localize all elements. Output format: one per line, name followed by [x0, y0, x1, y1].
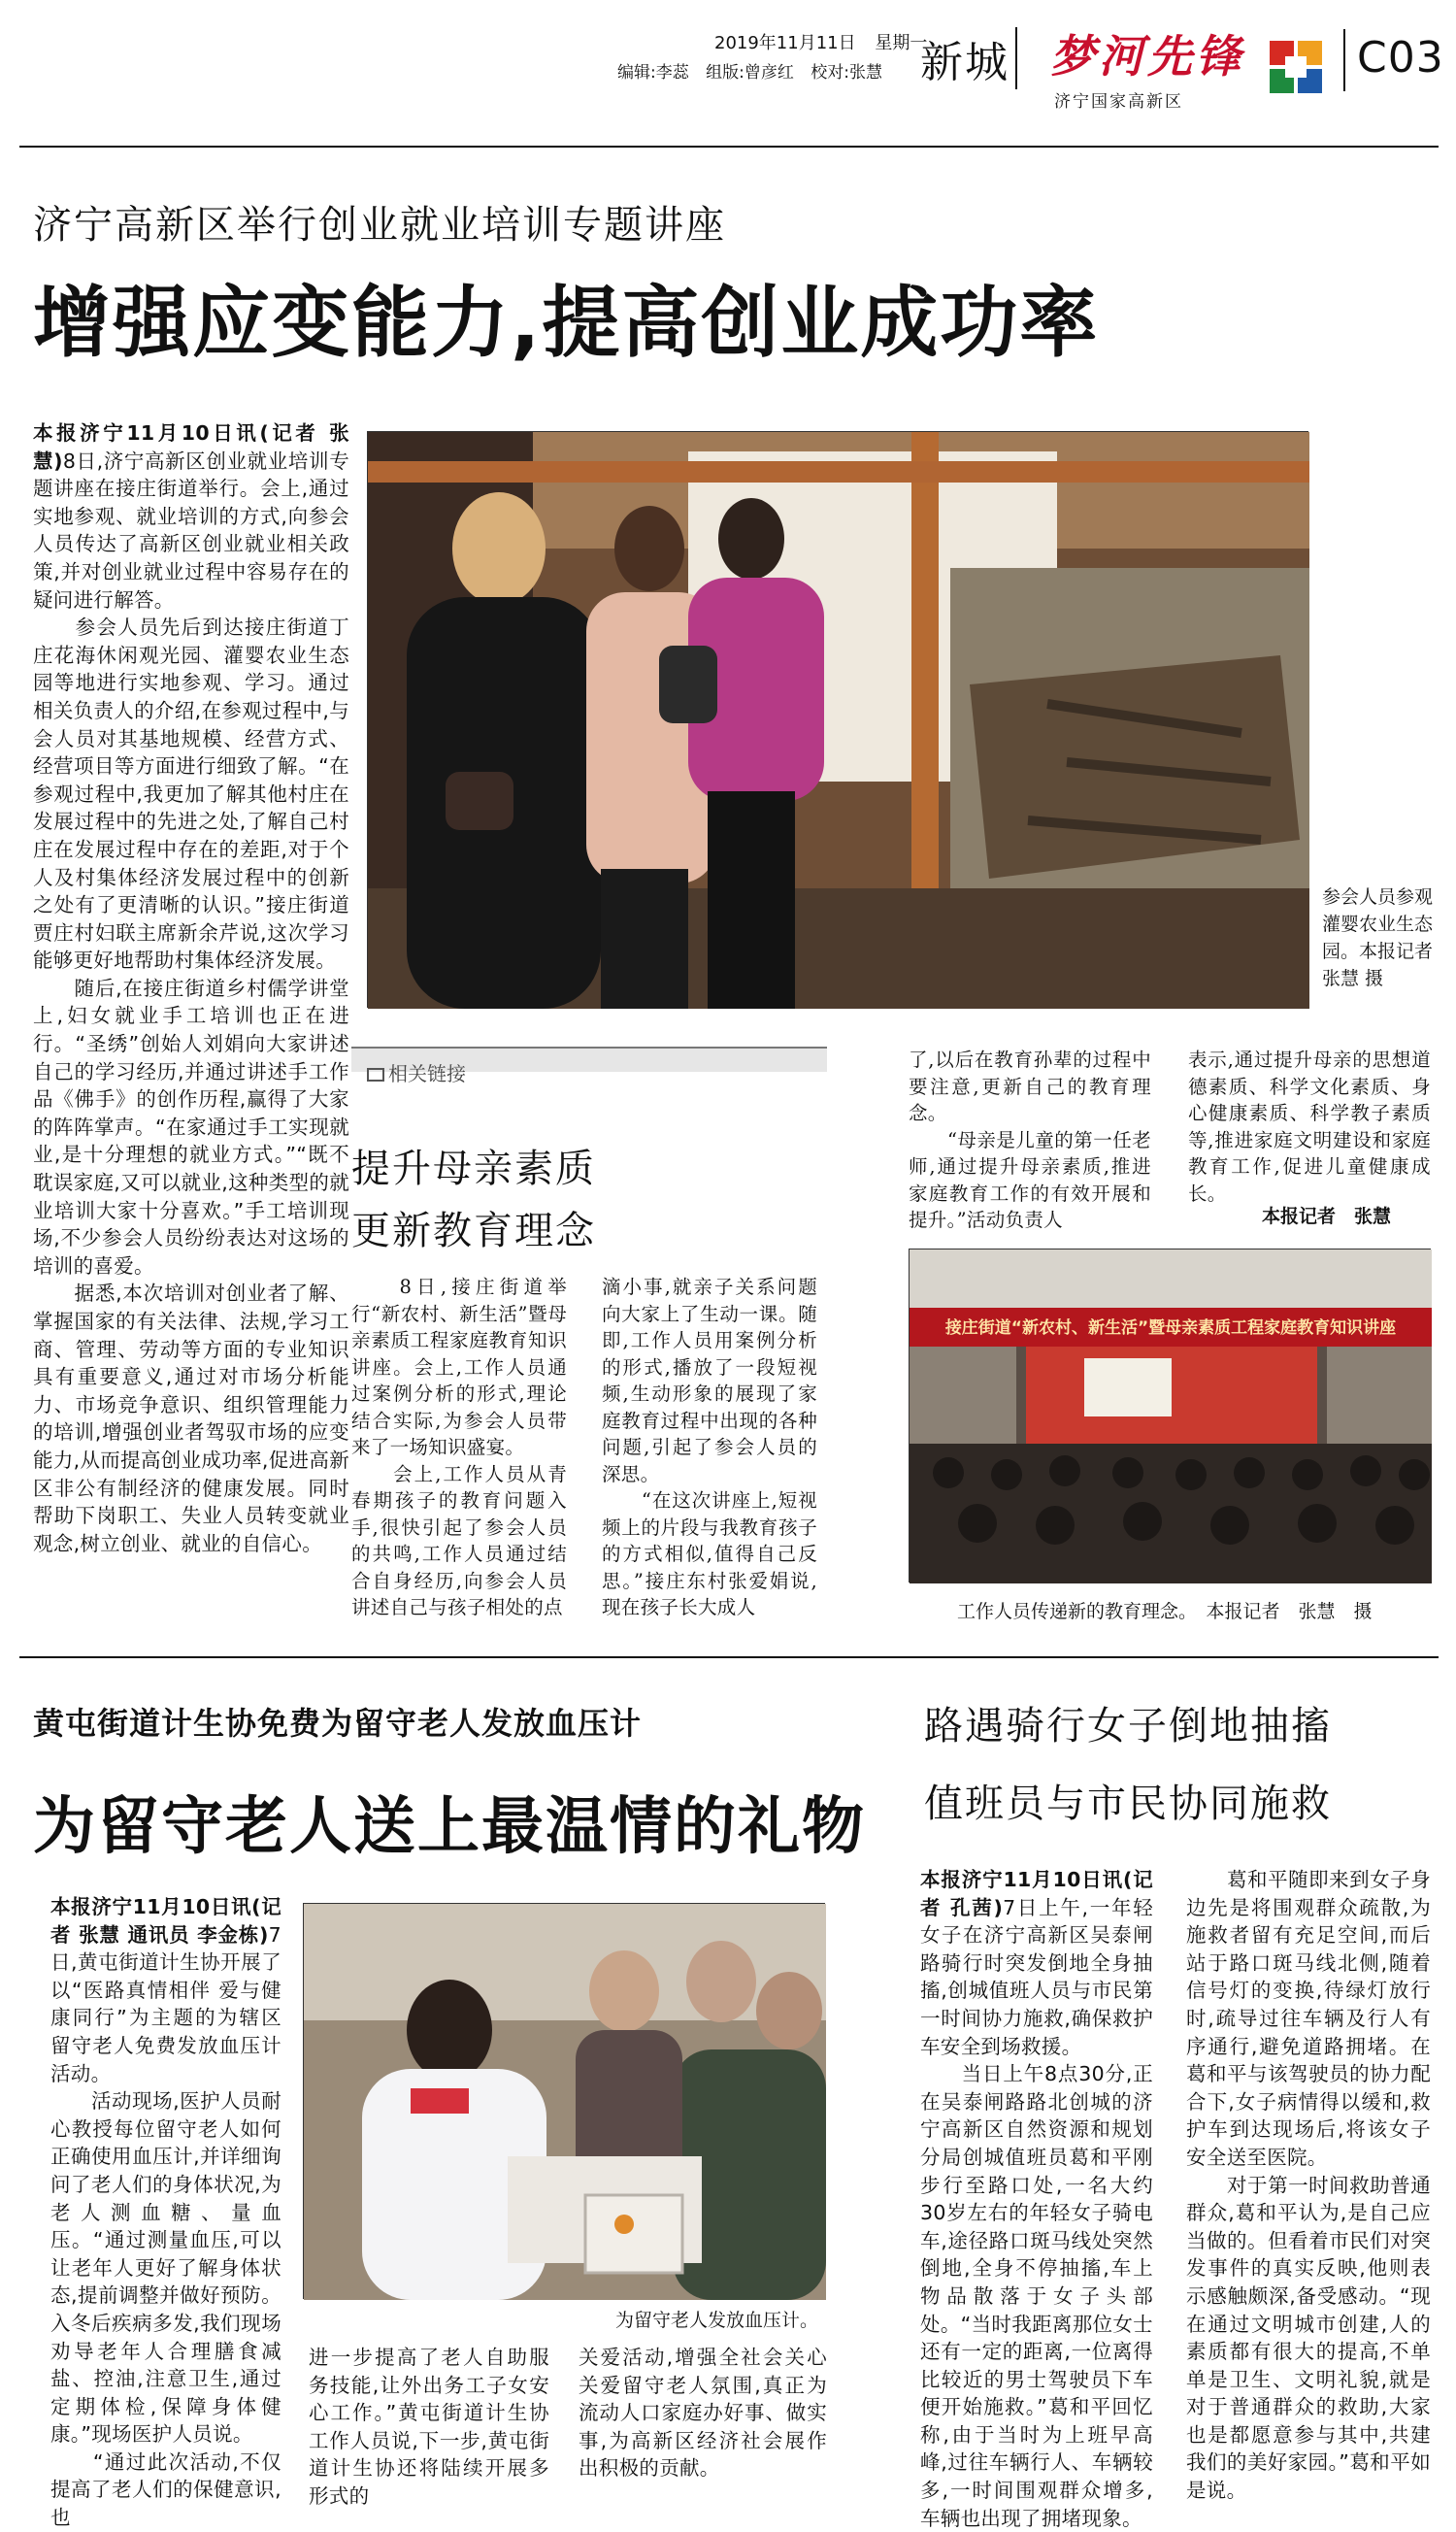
article3-dateline: 本报济宁11月10日讯(记者 孔茜) — [920, 1868, 1153, 1919]
brand-logo-icon — [1268, 39, 1324, 95]
paper-subtitle: 济宁国家高新区 — [1054, 92, 1183, 112]
article3-text-1: 7日上午,一年轻女子在济宁高新区吴泰闸路骑行时突发倒地全身抽搐,创城值班人员与市民第一时间协力施救,确保救护车安全到场救援。 当日上午8点30分,正在吴泰闸路路北创城的济宁高新区自然资源和规划分局创城值班员葛和平刚步行至路口处,一名大约30岁左右的年轻女子骑电车,途径路口斑马线处突然倒地,全身不停抽搐,车上物品散落于女子头部处。“当时我距离那位女士还有一定的距离,一位离得比较近的男士驾驶员下车便开始施救。”葛和平回忆称,由于当时为上班早高峰,过往车辆行人、车辆较多,一时间围观群众增多,车辆也出现了拥堵现象。 — [920, 1895, 1153, 2530]
related-link-icon — [367, 1068, 384, 1082]
article1-text: 8日,济宁高新区创业就业培训专题讲座在接庄街道举行。会上,通过实地参观、就业培训的方式,向参会人员传达了高新区创业就业相关政策,并对创业就业过程中容易存在的疑问进行解答。 参会人员先后到达接庄街道丁庄花海休闲观光园、灌婴农业生态园等地进行实地参观、学习。通过相关负责人的介绍,在参观过程中,与会人员对其基地规模、经营方式、经营项目等方面进行细致了解。“在参观过程中,我更加了解其他村庄在发展过程中的先进之处,了解自己村庄在发展过程中存在的差距,对于个人及村集体经济发展过程中的创新之处有了更清晰的认识。”接庄街道贾庄村妇联主席新余芹说,这次学习能够更好地帮助村集体经济发展。 随后,在接庄街道乡村儒学讲堂上,妇女就业手工培训也正在进行。“圣绣”创始人刘娟向大家讲述自己的学习经历,并通过讲述手工作品《佛手》的创作历程,赢得了大家的阵阵掌声。“在家通过手工实现就业,是十分理想的就业方式。”“既不耽误家庭,又可以就业,这种类型的就业培训大家十分喜欢。”手工培训现场,不少参会人员纷纷表达对这场的培训的喜爱。 据悉,本次培训对创业者了解、掌握国家的有关法律、法规,学习工商、管理、劳动等方面的专业知识具有重要意义,通过对市场分析能力、市场竞争意识、组织管理能力的培训,增强创业者驾驭市场的应变能力,从而提高创业成功率,促进高新区非公有制经济的健康发展。同时帮助下岗职工、失业人员转变就业观念,树立创业、就业的自信心。 — [33, 449, 349, 1555]
page-divider — [1343, 29, 1345, 91]
article2-text-1: 7日,黄屯街道计生协开展了以“医路真情相伴 爱与健康同行”为主题的为辖区留守老人免费发放血压计活动。 活动现场,医护人员耐心教授每位留守老人如何正确使用血压计,并详细询问了老人们的身体状况,为老人测血糖、量血压。“通过测量血压,可以让老年人更好了解身体状态,提前调整并做好预防。入冬后疾病多发,我们现场劝导老年人合理膳食减盐、控油,注意卫生,通过定期体检,保障身体健康。”现场医护人员说。 “通过此次活动,不仅提高了老人们的保健意识,也 — [50, 1922, 281, 2530]
related-photo-caption: 工作人员传递新的教育理念。 本报记者 张慧 摄 — [957, 1601, 1373, 1622]
article2-kicker: 黄屯街道计生协免费为留守老人发放血压计 — [33, 1705, 643, 1742]
lecture-hall-photo — [910, 1249, 1432, 1583]
article1-headline: 增强应变能力,提高创业成功率 — [33, 278, 1100, 368]
lecture-banner-text: 接庄街道“新农村、新生活”暨母亲素质工程家庭教育知识讲座 — [944, 1318, 1397, 1338]
related-column-1: 8日,接庄街道举行“新农村、新生活”暨母亲素质工程家庭教育知识讲座。会上,工作人员通过案例分析的形式,理论结合实际,为参会人员带来了一场知识盛宴。 会上,工作人员从青春期孩子的教育问题入手,很快引起了参会人员的共鸣,工作人员通过结合自身经历,向参会人员讲述自己与孩子相处的点 — [351, 1276, 567, 1618]
section-name: 新城 — [920, 38, 1009, 87]
related-column-3: 了,以后在教育孙辈的过程中要注意,更新自己的教育理念。 “母亲是儿童的第一任老师,通过提升母亲素质,推进家庭教育工作的有效开展和提升。”活动负责人 — [909, 1049, 1151, 1231]
article2-body-3: 关爱活动,增强全社会关心关爱留守老人氛围,真正为流动人口家庭办好事、做实事,为高新区经济社会展作出积极的贡献。 — [579, 2346, 827, 2481]
article2-body-2: 进一步提高了老人自助服务技能,让外出务工子女安心工作。”黄屯街道计生协工作人员说,下一步,黄屯街道计生协还将陆续开展多形式的 — [309, 2346, 549, 2508]
proofreader-credit: 校对:张慧 — [811, 63, 883, 83]
related-column-2: 滴小事,就亲子关系问题向大家上了生动一课。随即,工作人员用案例分析的形式,播放了一段短视频,生动形象的展现了家庭教育过程中出现的各种问题,引起了参会人员的深思。 “在这次讲座上,短视频上的片段与我教育孩子的方式相似,值得自己反思。”接庄东村张爱娟说,现在孩子长大成人 — [602, 1276, 817, 1618]
article1-photo — [367, 431, 1308, 1008]
blood-pressure-photo — [304, 1904, 826, 2300]
article1-dateline: 本报济宁11月10日讯(记者 张慧) — [33, 421, 349, 473]
related-headline-2: 更新教育理念 — [351, 1209, 596, 1253]
article2-body-1 — [50, 1893, 281, 2530]
masthead — [0, 0, 1456, 146]
issue-date: 2019年11月11日 — [714, 33, 856, 53]
article1-kicker: 济宁高新区举行创业就业培训专题讲座 — [33, 203, 726, 248]
article1-photo-caption: 参会人员参观灌婴农业生态园。本报记者 张慧 摄 — [1322, 886, 1434, 989]
related-label-wrap — [367, 1058, 466, 1086]
paper-logo: 梦河先锋 — [1050, 30, 1244, 83]
article3-headline-2: 值班员与市民协同施救 — [924, 1782, 1332, 1826]
article3-body-2: 葛和平随即来到女子身边先是将围观群众疏散,为施救者留有充足空间,而后站于路口斑马线北侧,随着信号灯的变换,待绿灯放行时,疏导过往车辆及行人有序通行,避免道路拥堵。在葛和平与该驾驶员的协力配合下,女子病情得以缓和,救护车到达现场后,将该女子安全送至医院。 对于第一时间救助普通群众,葛和平认为,是自己应当做的。但看着市民们对突发事件的真实反映,他则表示感触颇深,备受感动。“现在通过文明城市创建,人的素质都有很大的提高,不单单是卫生、文明礼貌,就是对于普通群众的救助,大家也是都愿意参与其中,共建我们的美好家园。”葛和平如是说。 — [1186, 1868, 1431, 2503]
article3-body-1 — [920, 1866, 1153, 2530]
editor-credit: 编辑:李蕊 — [617, 63, 689, 83]
related-photo — [909, 1249, 1431, 1582]
article2-dateline: 本报济宁11月10日讯(记者 张慧 通讯员 李金栋) — [50, 1895, 281, 1947]
related-column-4: 表示,通过提升母亲的思想道德素质、科学文化素质、身心健康素质、科学教子素质等,推进家庭文明建设和家庭教育工作,促进儿童健康成长。 — [1188, 1049, 1431, 1205]
masthead-rule — [19, 146, 1439, 148]
related-headline-1: 提升母亲素质 — [351, 1147, 596, 1191]
farm-museum-photo — [368, 432, 1309, 1009]
article1-body — [33, 419, 349, 1633]
designer-credit: 组版:曾彦红 — [706, 63, 794, 83]
article2-headline: 为留守老人送上最温情的礼物 — [33, 1791, 866, 1863]
related-credit: 本报记者 张慧 — [1262, 1206, 1392, 1227]
article2-photo-caption: 为留守老人发放血压计。 — [615, 2310, 819, 2331]
article2-photo — [303, 1903, 825, 2299]
article3-headline-1: 路遇骑行女子倒地抽搐 — [924, 1704, 1332, 1749]
section-rule — [19, 1656, 1439, 1658]
related-label: 相关链接 — [388, 1062, 466, 1085]
page-number: C03 — [1357, 33, 1444, 83]
issue-weekday: 星期一 — [875, 33, 928, 53]
masthead-divider — [1015, 27, 1017, 89]
